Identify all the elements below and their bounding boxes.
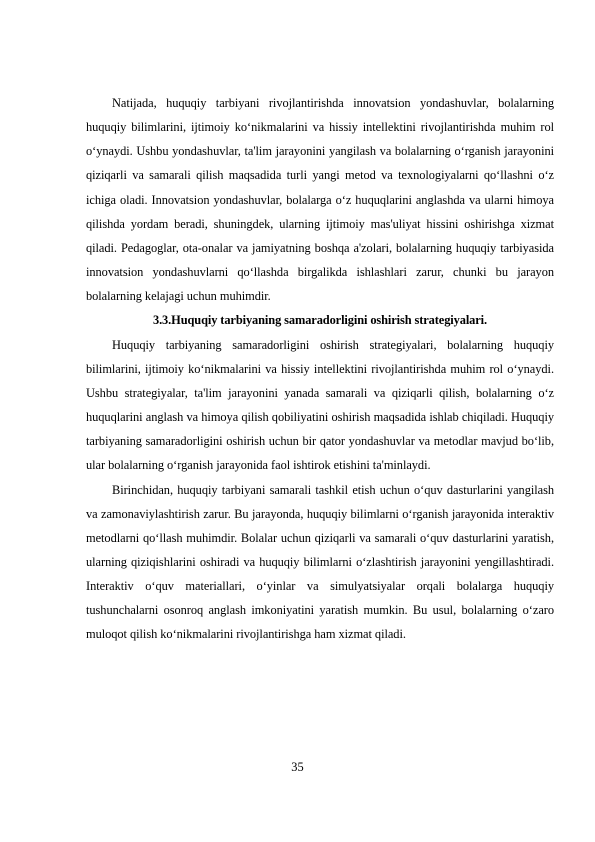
paragraph-conclusion: Natijada, huquqiy tarbiyani rivojlantirishda innovatsion yondashuvlar, bolalarning huquqiy bilimlarini, ijtimoiy ko‘nikmalarini va hissiy intellektini rivojlantirishda muhim rol o‘ynaydi. Ushbu yondashuvlar, ta'lim jarayonini yangilash va bolalarning o‘rganish jarayonini qiziqarli va samarali qilish maqsadida turli yangi metod va texnologiyalarni qo‘llashni o‘z ichiga oladi. Innovatsion yondashuvlar, bolalarga o‘z huquqlarini anglashda va ularni himoya qilishda yordam beradi, shuningdek, ularning ijtimoiy mas'uliyat hissini oshirishga xizmat qiladi. Pedagoglar, ota-onalar va jamiyatning boshqa a'zolari, bolalarning huquqiy tarbiyasida innovatsion yondashuvlarni qo‘llashda birgalikda ishlashlari zarur, chunki bu jarayon bolalarning kelajagi uchun muhimdir. [86, 96, 554, 304]
paragraph-first-strategy: Birinchidan, huquqiy tarbiyani samarali tashkil etish uchun o‘quv dasturlarini yangilash va zamonaviylashtirish zarur. Bu jarayonda, huquqiy bilimlarni o‘rganish jarayonida interaktiv metodlarni qo‘llash muhimdir. Bolalar uchun qiziqarli va samarali o‘quv dasturlarini yaratish, ularning qiziqishlarini oshiradi va huquqiy bilimlarni o‘zlashtirish jarayonini yengillashtiradi. Interaktiv o‘quv materiallari, o‘yinlar va simulyatsiyalar orqali bolalarga huquqiy tushunchalarni osonroq anglash imkoniyatini yaratish mumkin. Bu usul, bolalarning o‘zaro muloqot qilish ko‘nikmalarini rivojlantirishga ham xizmat qiladi. [86, 482, 554, 642]
paragraph-strategies-intro: Huquqiy tarbiyaning samaradorligini oshirish strategiyalari, bolalarning huquqiy bilimlarini, ijtimoiy ko‘nikmalarini va hissiy intellektini rivojlantirishda muhim rol o‘ynaydi. Ushbu strategiyalar, ta'lim jarayonini yanada samarali va qiziqarli qilish, bolalarning o‘z huquqlarini anglash va himoya qilish qobiliyatini oshirish maqsadida ishlab chiqiladi. Huquqiy tarbiyaning samaradorligini oshirish uchun bir qator yondashuvlar va metodlar mavjud bo‘lib, ular bolalarning o‘rganish jarayonida faol ishtirok etishini ta'minlaydi. [86, 337, 554, 473]
document-body [86, 91, 554, 647]
section-heading: 3.3.Huquqiy tarbiyaning samaradorligini oshirish strategiyalari. [152, 313, 488, 328]
page-number: 35 [291, 760, 304, 774]
